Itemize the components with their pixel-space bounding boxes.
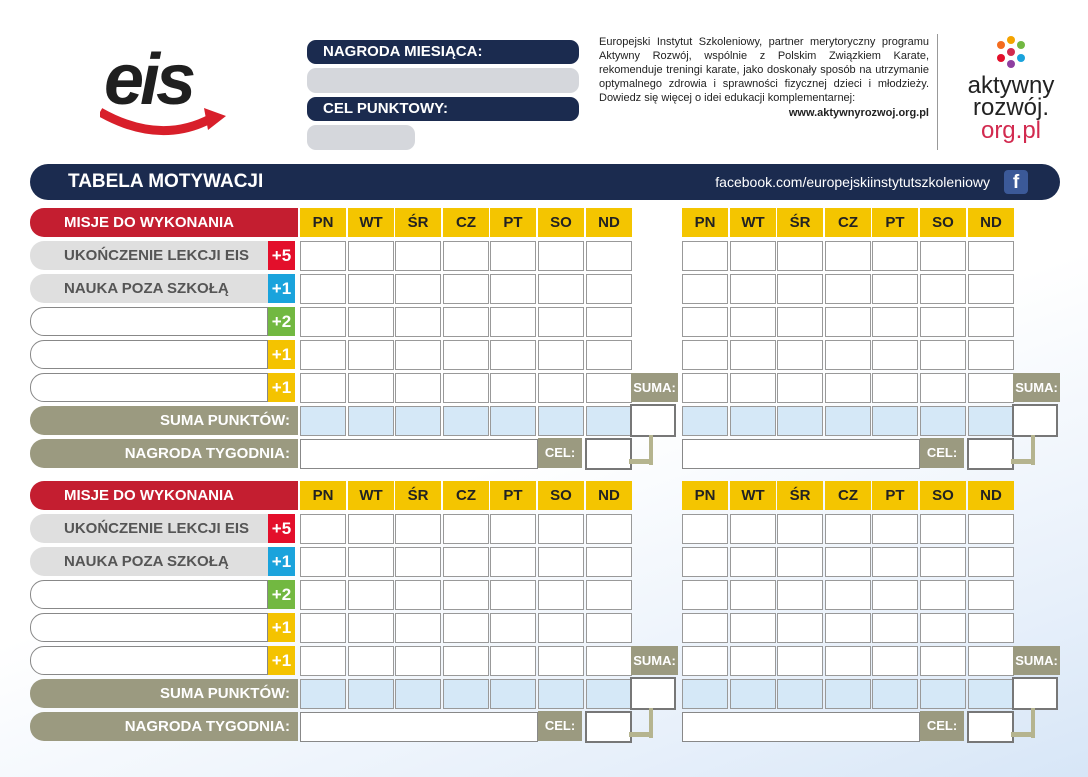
mission-cell[interactable] [443, 307, 489, 337]
sum-cell[interactable] [872, 679, 918, 709]
mission-cell[interactable] [586, 547, 632, 577]
mission-cell[interactable] [825, 646, 871, 676]
mission-label: UKOŃCZENIE LEKCJI EIS [30, 514, 268, 543]
mission-cell[interactable] [348, 373, 394, 403]
mission-cell[interactable] [682, 514, 728, 544]
mission-cell[interactable] [872, 274, 918, 304]
sum-cell[interactable] [825, 679, 871, 709]
mission-cell[interactable] [586, 646, 632, 676]
mission-cell[interactable] [968, 613, 1014, 643]
sum-cell[interactable] [538, 679, 584, 709]
mission-cell[interactable] [443, 340, 489, 370]
day-header: SO [920, 481, 966, 510]
mission-cell[interactable] [395, 373, 441, 403]
sum-cell[interactable] [395, 406, 441, 436]
mission-cell[interactable] [490, 646, 536, 676]
mission-cell[interactable] [443, 646, 489, 676]
points-badge: +1 [268, 340, 295, 369]
sum-cell[interactable] [348, 679, 394, 709]
day-header: PN [682, 208, 728, 237]
mission-cell[interactable] [348, 307, 394, 337]
sum-cell[interactable] [443, 679, 489, 709]
day-header: WT [348, 208, 394, 237]
mission-cell[interactable] [825, 340, 871, 370]
mission-cell[interactable] [777, 274, 823, 304]
day-header: ŚR [777, 481, 823, 510]
mission-cell[interactable] [682, 580, 728, 610]
ar-logo-line3: org.pl [980, 117, 1042, 144]
cel-label: CEL: [538, 711, 582, 741]
mission-cell[interactable] [682, 340, 728, 370]
mission-cell[interactable] [443, 514, 489, 544]
sum-cell[interactable] [730, 679, 776, 709]
suma-box[interactable] [1012, 677, 1058, 710]
divider [937, 34, 938, 150]
mission-cell[interactable] [300, 547, 346, 577]
day-header: PT [490, 481, 536, 510]
mission-cell[interactable] [538, 373, 584, 403]
mission-cell[interactable] [825, 274, 871, 304]
mission-label[interactable] [30, 646, 268, 675]
mission-cell[interactable] [730, 274, 776, 304]
suma-punktow-label: SUMA PUNKTÓW: [30, 406, 298, 435]
day-header: PT [872, 481, 918, 510]
flower-icon [991, 34, 1031, 70]
suma-label: SUMA: [1013, 646, 1060, 675]
aktywny-rozwoj-logo [955, 34, 1067, 143]
mission-cell[interactable] [872, 613, 918, 643]
mission-label[interactable] [30, 373, 268, 402]
suma-box[interactable] [1012, 404, 1058, 437]
mission-cell[interactable] [777, 373, 823, 403]
mission-cell[interactable] [968, 514, 1014, 544]
points-badge: +1 [268, 373, 295, 402]
suma-box[interactable] [630, 677, 676, 710]
mission-cell[interactable] [777, 340, 823, 370]
mission-cell[interactable] [395, 580, 441, 610]
mission-cell[interactable] [920, 307, 966, 337]
points-badge: +5 [268, 514, 295, 543]
mission-cell[interactable] [777, 646, 823, 676]
mission-cell[interactable] [443, 274, 489, 304]
missions-header: MISJE DO WYKONANIA [30, 208, 298, 237]
mission-cell[interactable] [586, 307, 632, 337]
sum-cell[interactable] [920, 406, 966, 436]
mission-cell[interactable] [300, 307, 346, 337]
mission-label[interactable] [30, 580, 268, 609]
cel-box[interactable] [585, 711, 632, 743]
cel-label: CEL: [920, 438, 964, 468]
mission-cell[interactable] [443, 547, 489, 577]
mission-cell[interactable] [300, 514, 346, 544]
mission-cell[interactable] [395, 646, 441, 676]
suma-label: SUMA: [631, 646, 678, 675]
mission-cell[interactable] [348, 340, 394, 370]
mission-cell[interactable] [968, 646, 1014, 676]
facebook-icon[interactable]: f [1004, 170, 1028, 194]
mission-cell[interactable] [777, 580, 823, 610]
day-header: ND [968, 208, 1014, 237]
mission-cell[interactable] [777, 547, 823, 577]
points-badge: +2 [268, 307, 295, 336]
mission-cell[interactable] [300, 340, 346, 370]
sum-cell[interactable] [777, 679, 823, 709]
suma-punktow-label: SUMA PUNKTÓW: [30, 679, 298, 708]
cel-punktowy-field[interactable] [307, 125, 415, 150]
mission-cell[interactable] [443, 580, 489, 610]
day-header: CZ [443, 481, 489, 510]
day-header: ND [968, 481, 1014, 510]
mission-cell[interactable] [395, 340, 441, 370]
mission-cell[interactable] [490, 274, 536, 304]
nagroda-tygodnia-field[interactable] [300, 439, 538, 469]
suma-label: SUMA: [1013, 373, 1060, 402]
mission-cell[interactable] [300, 274, 346, 304]
day-header: WT [348, 481, 394, 510]
mission-cell[interactable] [348, 241, 394, 271]
sum-cell[interactable] [443, 406, 489, 436]
suma-label: SUMA: [631, 373, 678, 402]
ar-logo-line1: aktywny [967, 72, 1055, 99]
mission-cell[interactable] [490, 580, 536, 610]
mission-cell[interactable] [872, 241, 918, 271]
mission-cell[interactable] [968, 373, 1014, 403]
mission-cell[interactable] [730, 613, 776, 643]
svg-text:eis: eis [104, 40, 193, 120]
mission-cell[interactable] [300, 373, 346, 403]
mission-cell[interactable] [395, 241, 441, 271]
nagroda-tygodnia-field[interactable] [300, 712, 538, 742]
points-badge: +5 [268, 241, 295, 270]
mission-cell[interactable] [538, 340, 584, 370]
sum-cell[interactable] [300, 679, 346, 709]
mission-cell[interactable] [538, 514, 584, 544]
mission-cell[interactable] [490, 514, 536, 544]
mission-cell[interactable] [920, 646, 966, 676]
mission-cell[interactable] [920, 241, 966, 271]
mission-cell[interactable] [682, 241, 728, 271]
mission-cell[interactable] [348, 547, 394, 577]
mission-cell[interactable] [348, 646, 394, 676]
day-header: ND [586, 208, 632, 237]
mission-cell[interactable] [730, 514, 776, 544]
sum-cell[interactable] [490, 679, 536, 709]
mission-cell[interactable] [586, 580, 632, 610]
mission-cell[interactable] [538, 580, 584, 610]
points-badge: +1 [268, 274, 295, 303]
cel-box[interactable] [967, 438, 1014, 470]
sum-cell[interactable] [300, 406, 346, 436]
mission-cell[interactable] [538, 241, 584, 271]
mission-cell[interactable] [777, 241, 823, 271]
mission-cell[interactable] [920, 547, 966, 577]
mission-cell[interactable] [777, 613, 823, 643]
mission-cell[interactable] [872, 580, 918, 610]
mission-cell[interactable] [490, 340, 536, 370]
mission-cell[interactable] [682, 547, 728, 577]
info-body: Europejski Instytut Szkoleniowy, partner merytoryczny programu Aktywny Rozwój, wspólnie z Polskim Związkiem Karate, rekomenduje treningi karate, jako doskonały sposób na utrzymanie optymalnego zdrowia i sprawności fizycznej dzieci i młodzieży. Dowiedz się więcej o idei edukacji komplementarnej: [599, 36, 929, 104]
mission-cell[interactable] [348, 613, 394, 643]
mission-label: UKOŃCZENIE LEKCJI EIS [30, 241, 268, 270]
mission-cell[interactable] [443, 241, 489, 271]
mission-label[interactable] [30, 613, 268, 642]
mission-cell[interactable] [872, 307, 918, 337]
mission-cell[interactable] [920, 514, 966, 544]
day-header: PN [682, 481, 728, 510]
mission-cell[interactable] [443, 373, 489, 403]
mission-cell[interactable] [395, 514, 441, 544]
day-header: WT [730, 481, 776, 510]
mission-cell[interactable] [682, 373, 728, 403]
sum-cell[interactable] [348, 406, 394, 436]
sum-cell[interactable] [777, 406, 823, 436]
sum-cell[interactable] [968, 679, 1014, 709]
mission-cell[interactable] [730, 307, 776, 337]
mission-cell[interactable] [825, 373, 871, 403]
mission-cell[interactable] [968, 340, 1014, 370]
mission-cell[interactable] [968, 274, 1014, 304]
points-badge: +1 [268, 613, 295, 642]
cel-box[interactable] [967, 711, 1014, 743]
mission-cell[interactable] [395, 613, 441, 643]
day-header: WT [730, 208, 776, 237]
mission-label[interactable] [30, 307, 268, 336]
mission-cell[interactable] [730, 241, 776, 271]
connector [629, 459, 651, 464]
info-text [599, 35, 929, 120]
mission-cell[interactable] [586, 241, 632, 271]
mission-cell[interactable] [586, 514, 632, 544]
sum-cell[interactable] [586, 406, 632, 436]
cel-punktowy-label: CEL PUNKTOWY: [307, 97, 579, 121]
mission-cell[interactable] [968, 241, 1014, 271]
sum-cell[interactable] [730, 406, 776, 436]
day-header: SO [538, 208, 584, 237]
mission-cell[interactable] [825, 613, 871, 643]
mission-cell[interactable] [586, 340, 632, 370]
nagroda-tygodnia-label: NAGRODA TYGODNIA: [30, 439, 298, 468]
cel-label: CEL: [538, 438, 582, 468]
sum-cell[interactable] [920, 679, 966, 709]
mission-cell[interactable] [395, 307, 441, 337]
connector [1011, 732, 1033, 737]
day-header: PT [872, 208, 918, 237]
mission-cell[interactable] [968, 580, 1014, 610]
nagroda-tygodnia-label: NAGRODA TYGODNIA: [30, 712, 298, 741]
mission-cell[interactable] [777, 514, 823, 544]
sum-cell[interactable] [586, 679, 632, 709]
day-header: CZ [443, 208, 489, 237]
missions-header: MISJE DO WYKONANIA [30, 481, 298, 510]
nagroda-miesiaca-label: NAGRODA MIESIĄCA: [307, 40, 579, 64]
mission-cell[interactable] [586, 274, 632, 304]
mission-cell[interactable] [490, 547, 536, 577]
mission-cell[interactable] [586, 373, 632, 403]
facebook-link[interactable]: facebook.com/europejskiinstytutszkoleniowy [715, 174, 990, 190]
mission-cell[interactable] [490, 307, 536, 337]
cel-box[interactable] [585, 438, 632, 470]
mission-cell[interactable] [920, 340, 966, 370]
mission-cell[interactable] [348, 274, 394, 304]
mission-cell[interactable] [348, 580, 394, 610]
mission-cell[interactable] [300, 241, 346, 271]
sum-cell[interactable] [825, 406, 871, 436]
mission-cell[interactable] [825, 307, 871, 337]
mission-cell[interactable] [872, 547, 918, 577]
day-header: SO [538, 481, 584, 510]
cel-label: CEL: [920, 711, 964, 741]
mission-cell[interactable] [777, 307, 823, 337]
mission-cell[interactable] [920, 274, 966, 304]
mission-cell[interactable] [968, 307, 1014, 337]
suma-box[interactable] [630, 404, 676, 437]
page-title: TABELA MOTYWACJI [68, 171, 264, 192]
title-band [30, 164, 1060, 200]
points-badge: +1 [268, 646, 295, 675]
mission-cell[interactable] [730, 580, 776, 610]
sum-cell[interactable] [968, 406, 1014, 436]
mission-cell[interactable] [348, 514, 394, 544]
points-badge: +2 [268, 580, 295, 609]
mission-cell[interactable] [538, 646, 584, 676]
day-header: CZ [825, 481, 871, 510]
day-header: SO [920, 208, 966, 237]
day-header: PT [490, 208, 536, 237]
eis-logo [100, 38, 230, 146]
mission-cell[interactable] [300, 580, 346, 610]
day-header: CZ [825, 208, 871, 237]
mission-cell[interactable] [825, 514, 871, 544]
mission-cell[interactable] [730, 547, 776, 577]
day-header: ŚR [777, 208, 823, 237]
mission-cell[interactable] [490, 373, 536, 403]
connector [1011, 459, 1033, 464]
sum-cell[interactable] [872, 406, 918, 436]
mission-cell[interactable] [730, 646, 776, 676]
mission-label[interactable] [30, 340, 268, 369]
mission-cell[interactable] [300, 613, 346, 643]
mission-cell[interactable] [300, 646, 346, 676]
mission-cell[interactable] [872, 373, 918, 403]
nagroda-tygodnia-field[interactable] [682, 712, 920, 742]
mission-cell[interactable] [730, 373, 776, 403]
day-header: ŚR [395, 481, 441, 510]
mission-cell[interactable] [490, 613, 536, 643]
mission-cell[interactable] [872, 340, 918, 370]
mission-cell[interactable] [872, 514, 918, 544]
mission-cell[interactable] [395, 547, 441, 577]
sum-cell[interactable] [682, 406, 728, 436]
mission-cell[interactable] [968, 547, 1014, 577]
nagroda-tygodnia-field[interactable] [682, 439, 920, 469]
mission-cell[interactable] [682, 613, 728, 643]
sum-cell[interactable] [682, 679, 728, 709]
mission-cell[interactable] [730, 340, 776, 370]
points-badge: +1 [268, 547, 295, 576]
mission-label: NAUKA POZA SZKOŁĄ [30, 274, 268, 303]
day-header: PN [300, 481, 346, 510]
mission-cell[interactable] [920, 373, 966, 403]
sum-cell[interactable] [538, 406, 584, 436]
connector [629, 732, 651, 737]
mission-label: NAUKA POZA SZKOŁĄ [30, 547, 268, 576]
mission-cell[interactable] [825, 580, 871, 610]
mission-cell[interactable] [490, 241, 536, 271]
mission-cell[interactable] [538, 613, 584, 643]
day-header: ND [586, 481, 632, 510]
info-url[interactable]: www.aktywnyrozwoj.org.pl [788, 107, 929, 119]
mission-cell[interactable] [395, 274, 441, 304]
sum-cell[interactable] [490, 406, 536, 436]
mission-cell[interactable] [920, 613, 966, 643]
sum-cell[interactable] [395, 679, 441, 709]
mission-cell[interactable] [586, 613, 632, 643]
mission-cell[interactable] [443, 613, 489, 643]
day-header: ŚR [395, 208, 441, 237]
mission-cell[interactable] [682, 646, 728, 676]
mission-cell[interactable] [682, 307, 728, 337]
mission-cell[interactable] [538, 307, 584, 337]
mission-cell[interactable] [920, 580, 966, 610]
mission-cell[interactable] [872, 646, 918, 676]
nagroda-miesiaca-field[interactable] [307, 68, 579, 93]
day-header: PN [300, 208, 346, 237]
mission-cell[interactable] [538, 274, 584, 304]
mission-cell[interactable] [825, 241, 871, 271]
ar-logo-line2: rozwój. [972, 94, 1050, 121]
mission-cell[interactable] [538, 547, 584, 577]
mission-cell[interactable] [682, 274, 728, 304]
mission-cell[interactable] [825, 547, 871, 577]
